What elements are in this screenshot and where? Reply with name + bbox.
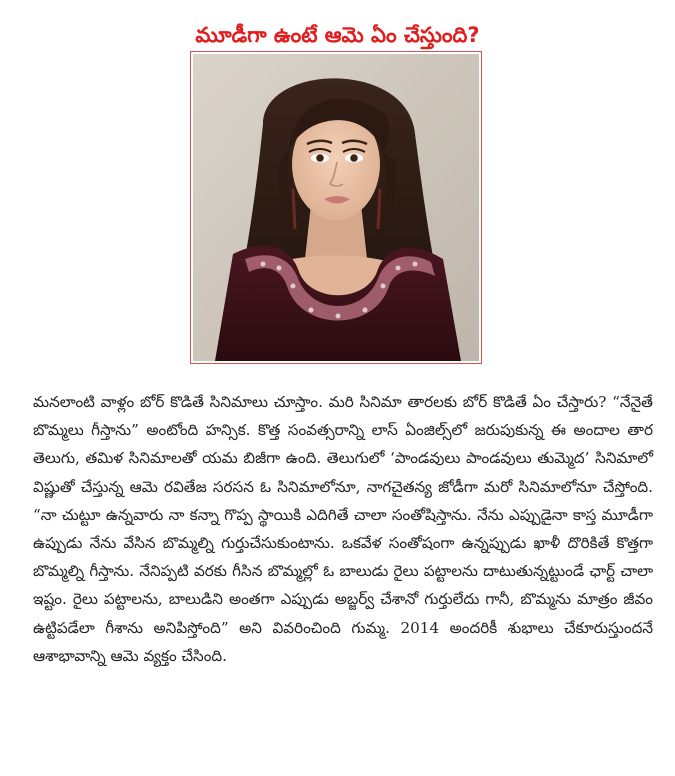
woman-portrait-image <box>193 54 479 361</box>
article-headline: మూడీగా ఉంటే ఆమె ఏం చేస్తుంది? <box>195 23 480 48</box>
article-body: మనలాంటి వాళ్లం బోర్ కొడితే సినిమాలు చూస్తాం. మరి సినిమా తారలకు బోర్ కొడితే ఏం చేస్తారు? “నేనైతే బొమ్మలు గీస్తాను” అంటోంది హన్సిక. కొత్త సంవత్సరాన్ని లాస్ ఏంజిల్స్‌లో జరుపుకున్న ఈ అందాల తార తెలుగు, తమిళ సినిమాలతో యమ బిజీగా ఉంది. తెలుగులో ‘పాండవులు పాండవులు తుమ్మెద’ సినిమాలో విష్ణుతో చేస్తున్న ఆమె రవితేజ సరసన ఓ సినిమాలోనూ, నాగచైతన్య జోడీగా మరో సినిమాలోనూ చేస్తోంది. “నా చుట్టూ ఉన్నవారు నా కన్నా గొప్ప స్థాయికి ఎదిగితే చాలా సంతోషిస్తాను. నేను ఎప్పుడైనా కాస్త మూడీగా ఉప్పుడు నేను వేసిన బొమ్మల్ని గుర్తుచేసుకుంటాను. ఒకవేళ సంతోషంగా ఉన్నప్పుడు ఖాళీ దొరికితే కొత్తగా బొమ్మల్ని గీస్తాను. నేనిప్పటి వరకు గీసిన బొమ్మల్లో ఓ బాలుడు రైలు పట్టాలను దాటుతున్నట్టుండే ఛార్ట్ చాలా ఇష్టం. రైలు పట్టాలను, బాలుడిని అంతగా ఎప్పుడు అబ్జర్వ్ చేశానో గుర్తులేదు గానీ, బొమ్మను మాత్రం జీవం ఉట్టిపడేలా గీశాను అనిపిస్తోంది” అని వివరించింది గుమ్మ. 2014 అందరికీ శుభాలు చేకూరుస్తుందనే ఆశాభావాన్ని ఆమె వ్యక్తం చేసింది. <box>33 393 653 665</box>
article-photo <box>190 51 482 364</box>
